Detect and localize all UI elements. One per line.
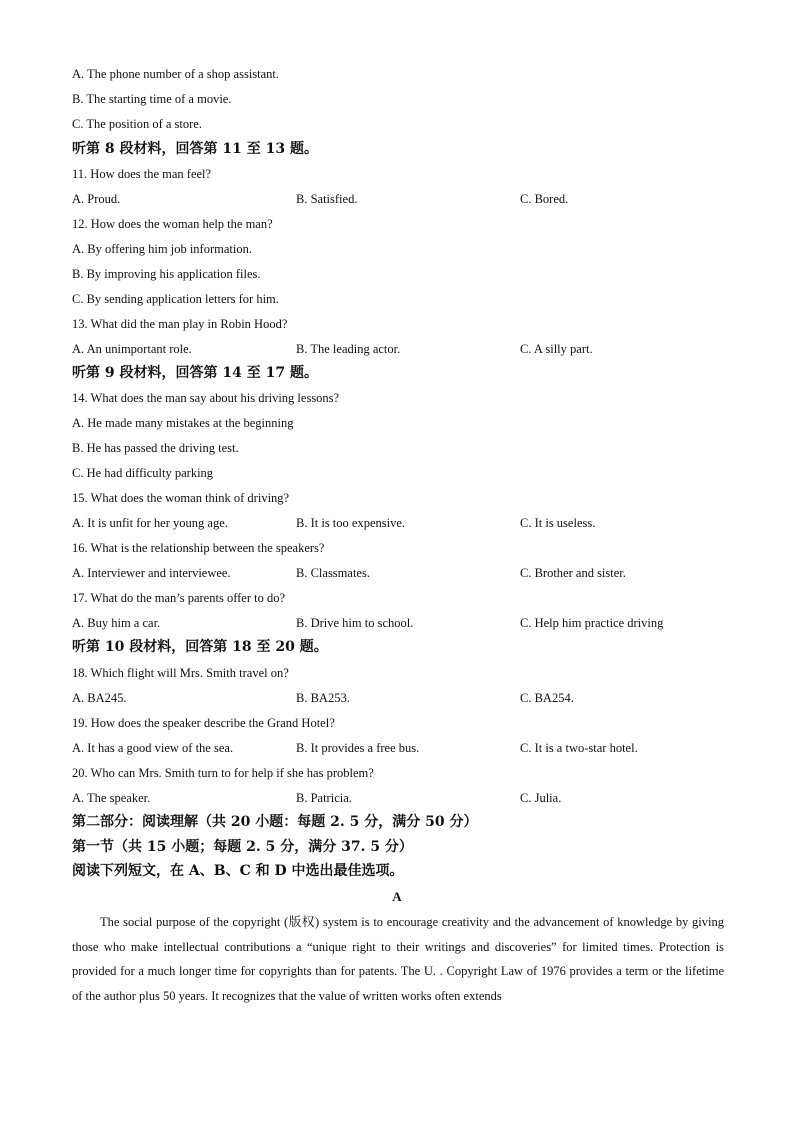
q19-text: 19. How does the speaker describe the Grand Hotel?	[72, 716, 335, 730]
q18-option-b: B. BA253.	[296, 691, 350, 705]
q16-option-a: A. Interviewer and interviewee.	[72, 566, 231, 580]
q11-text: 11. How does the man feel?	[72, 167, 212, 181]
q17-options	[0, 615, 794, 631]
q17-text: 17. What do the man’s parents offer to do?	[72, 591, 286, 605]
q14-text: 14. What does the man say about his driving lessons?	[72, 391, 340, 405]
q13-options	[0, 341, 794, 357]
instruction-text: 阅读下列短文，在 A、B、C 和 D 中选出最佳选项。	[72, 863, 404, 879]
q11-option-c: C. Bored.	[520, 192, 569, 206]
q15-options	[0, 515, 794, 531]
q18-option-c: C. BA254.	[520, 691, 574, 705]
q14-option-c: C. He had difficulty parking	[72, 466, 214, 480]
section-heading-9: 听第 9 段材料，回答第 14 至 17 题。	[72, 365, 318, 381]
passage-a-paragraph: The social purpose of the copyright (版权) system is to encourage creativity and the advancement of knowledge by giving those who make intellectual contributions a “unique right to their writings and discoveries” for limited times. Protection is provided for a much longer time for copyrights than for patents. The U. . Copyright Law of 1976 provides a term or the lifetime of the author plus 50 years. It recognizes that the value of written works often extends	[72, 915, 724, 1004]
q12-option-a: A. By offering him job information.	[72, 242, 252, 256]
q10-option-c: C. The position of a store.	[72, 117, 202, 131]
q13-option-c: C. A silly part.	[520, 342, 593, 356]
q15-option-b: B. It is too expensive.	[296, 516, 406, 530]
q13-option-b: B. The leading actor.	[296, 342, 401, 356]
q20-options	[0, 790, 794, 806]
section-heading-10: 听第 10 段材料，回答第 18 至 20 题。	[72, 639, 328, 655]
section-one-heading: 第一节（共 15 小题；每题 2. 5 分，满分 37. 5 分）	[72, 839, 413, 855]
q15-option-a: A. It is unfit for her young age.	[72, 516, 228, 530]
q19-option-b: B. It provides a free bus.	[296, 741, 420, 755]
q12-option-c: C. By sending application letters for him.	[72, 292, 279, 306]
q17-option-c: C. Help him practice driving	[520, 616, 664, 630]
q18-option-a: A. BA245.	[72, 691, 127, 705]
q11-options	[0, 191, 794, 207]
q17-option-b: B. Drive him to school.	[296, 616, 414, 630]
q12-text: 12. How does the woman help the man?	[72, 217, 273, 231]
q16-text: 16. What is the relationship between the speakers?	[72, 541, 325, 555]
q16-option-c: C. Brother and sister.	[520, 566, 626, 580]
q20-option-c: C. Julia.	[520, 791, 562, 805]
q20-option-a: A. The speaker.	[72, 791, 151, 805]
q18-options	[0, 690, 794, 706]
q20-option-b: B. Patricia.	[296, 791, 352, 805]
q17-option-a: A. Buy him a car.	[72, 616, 161, 630]
q19-options	[0, 740, 794, 756]
q10-option-a: A. The phone number of a shop assistant.	[72, 67, 280, 81]
q11-option-a: A. Proud.	[72, 192, 121, 206]
passage-label: A	[392, 889, 402, 904]
part-two-heading: 第二部分：阅读理解（共 20 小题：每题 2. 5 分，满分 50 分）	[72, 814, 478, 830]
q11-option-b: B. Satisfied.	[296, 192, 358, 206]
q15-text: 15. What does the woman think of driving?	[72, 491, 290, 505]
q19-option-c: C. It is a two-star hotel.	[520, 741, 638, 755]
q20-text: 20. Who can Mrs. Smith turn to for help if she has problem?	[72, 766, 374, 780]
q16-options	[0, 565, 794, 581]
q16-option-b: B. Classmates.	[296, 566, 370, 580]
q13-text: 13. What did the man play in Robin Hood?	[72, 317, 288, 331]
q10-option-b: B. The starting time of a movie.	[72, 92, 232, 106]
q14-option-b: B. He has passed the driving test.	[72, 441, 239, 455]
q18-text: 18. Which flight will Mrs. Smith travel on?	[72, 666, 289, 680]
q12-option-b: B. By improving his application files.	[72, 267, 261, 281]
section-heading-8: 听第 8 段材料，回答第 11 至 13 题。	[72, 141, 318, 157]
q14-option-a: A. He made many mistakes at the beginning	[72, 416, 294, 430]
q15-option-c: C. It is useless.	[520, 516, 596, 530]
q13-option-a: A. An unimportant role.	[72, 342, 192, 356]
q19-option-a: A. It has a good view of the sea.	[72, 741, 234, 755]
